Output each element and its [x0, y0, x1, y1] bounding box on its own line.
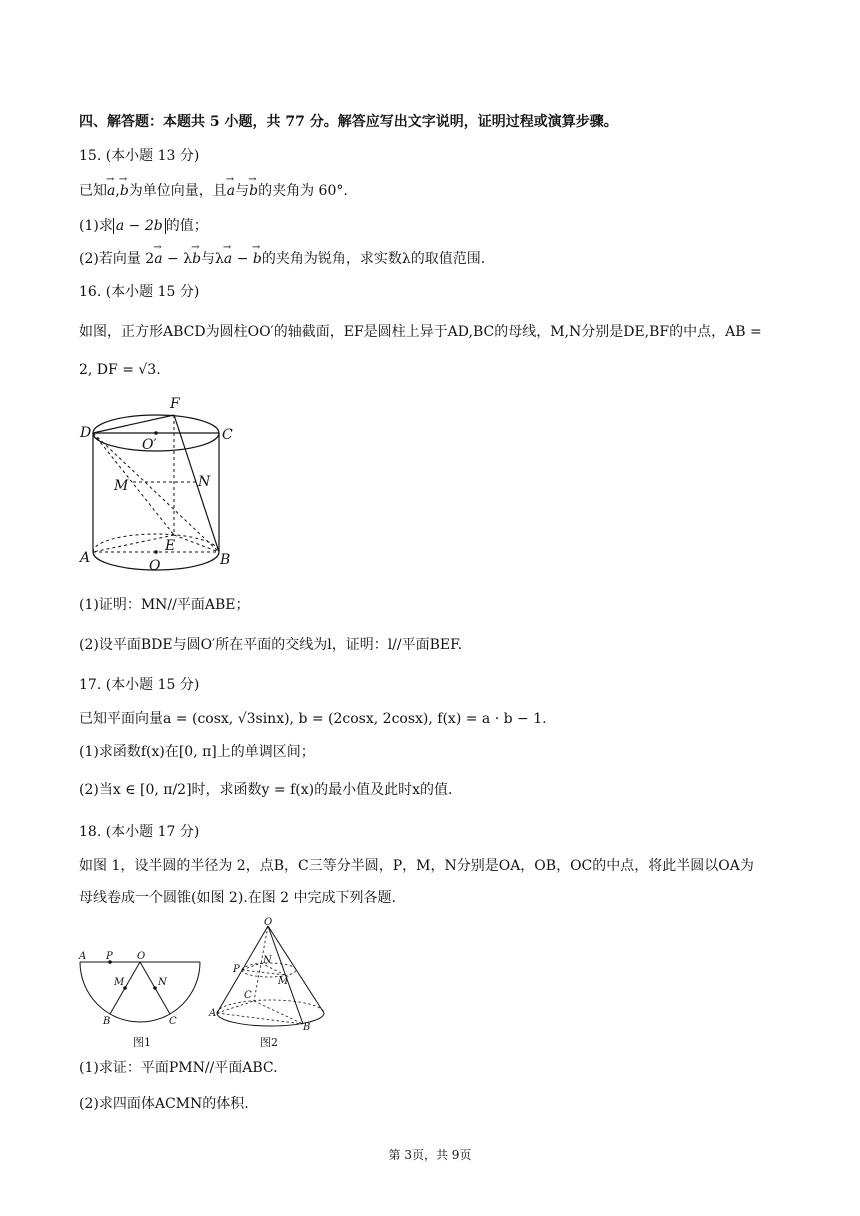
q17-intro: 已知平面向量a = (cosx, √3sinx), b = (2cosx, 2cosx), f(x) = a · b − 1. — [79, 711, 547, 727]
figure2-caption: 图2 — [260, 1036, 278, 1049]
q18-intro-line2: 母线卷成一个圆锥(如图 2).在图 2 中完成下列各题. — [79, 890, 396, 906]
svg-text:A: A — [79, 951, 87, 962]
q18-intro-line1: 如图 1，设半圆的半径为 2，点B，C三等分半圆，P，M，N分别是OA，OB，OC的中点，将此半圆以OA为 — [79, 858, 754, 874]
q18-header: 18. (本小题 17 分) — [79, 824, 200, 840]
q16-part2: (2)设平面BDE与圆O′所在平面的交线为l，证明：l//平面BEF. — [79, 637, 463, 653]
fig16-label-M: M — [114, 478, 129, 494]
q17-part2: (2)当x ∈ [0, π/2]时，求函数y = f(x)的最小值及此时x的值. — [79, 782, 453, 798]
q15-intro: 已知→ a,→ b为单位向量，且→ a与→ b的夹角为 60°. — [79, 181, 348, 201]
svg-text:M: M — [114, 977, 125, 988]
svg-text:M: M — [278, 976, 289, 987]
q16-intro-line1: 如图，正方形ABCD为圆柱OO′的轴截面，EF是圆柱上异于AD,BC的母线，M,N分别是DE,BF的中点，AB = — [79, 324, 762, 340]
svg-text:B: B — [303, 1022, 311, 1032]
figure1-caption: 图1 — [133, 1036, 151, 1049]
svg-text:N: N — [158, 977, 167, 988]
cone-figure — [208, 914, 332, 1032]
q18-part2: (2)求四面体ACMN的体积. — [79, 1096, 249, 1112]
q16-intro-line2: 2, DF = √3. — [79, 362, 161, 378]
q15-part2: (2)若向量 2→ a − λ→ b与λ→ a − → b的夹角为锐角，求实数λ的取值范围. — [79, 249, 485, 269]
q16-header: 16. (本小题 15 分) — [79, 284, 200, 300]
svg-text:C: C — [169, 1016, 177, 1026]
q17-header: 17. (本小题 15 分) — [79, 677, 200, 693]
fig16-label-O: O — [149, 558, 161, 574]
svg-text:C: C — [244, 990, 252, 1001]
svg-text:O: O — [264, 917, 273, 928]
fig16-label-C: C — [222, 427, 233, 443]
q15-part1: (1)求 a − 2b 的值； — [79, 218, 208, 234]
fig16-label-E: E — [165, 538, 176, 554]
svg-text:N: N — [263, 955, 272, 966]
svg-text:A: A — [209, 1008, 217, 1019]
fig16-label-A: A — [80, 550, 91, 566]
cylinder-figure — [78, 392, 248, 582]
svg-text:B: B — [103, 1016, 111, 1026]
svg-text:P: P — [106, 951, 113, 962]
page-footer: 第 3页，共 9页 — [388, 1148, 472, 1162]
q15-header: 15. (本小题 13 分) — [79, 148, 200, 164]
fig16-label-O-prime: O′ — [142, 437, 157, 453]
q16-part1: (1)证明：MN//平面ABE； — [79, 597, 250, 613]
q17-part1: (1)求函数f(x)在[0, π]上的单调区间； — [79, 744, 315, 760]
semicircle-figure — [76, 946, 206, 1026]
svg-text:O: O — [137, 951, 146, 962]
svg-text:P: P — [233, 964, 240, 975]
fig16-label-N: N — [198, 474, 211, 490]
section-heading: 四、解答题：本题共 5 小题，共 77 分。解答应写出文字说明，证明过程或演算步骤。 — [79, 114, 618, 130]
fig16-label-F: F — [170, 396, 180, 412]
fig16-label-B: B — [220, 552, 231, 568]
fig16-label-D: D — [80, 425, 92, 441]
q18-part1: (1)求证：平面PMN//平面ABC. — [79, 1060, 278, 1076]
